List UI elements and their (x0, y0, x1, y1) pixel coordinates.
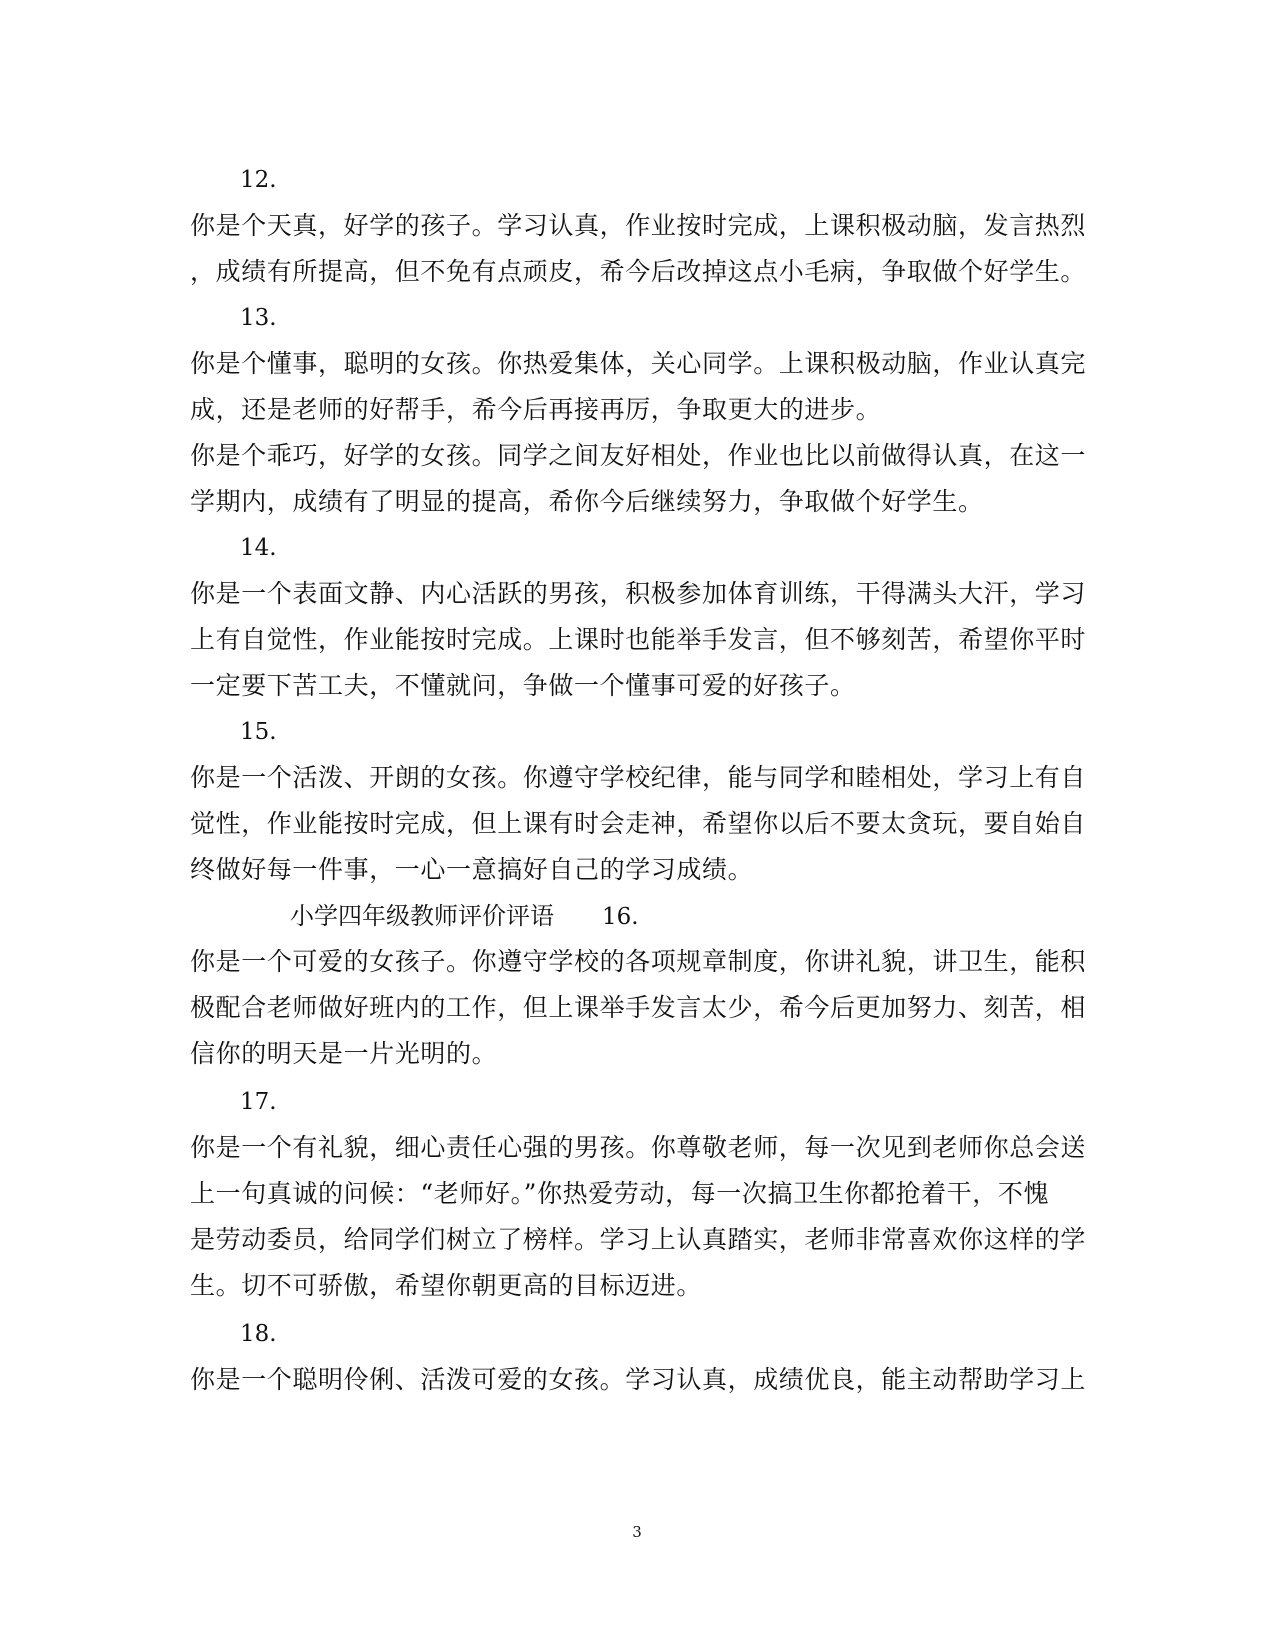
paragraph-line: 终做好每一件事，一心一意搞好自己的学习成绩。 (190, 855, 754, 884)
paragraph-line: 一定要下苦工夫，不懂就问，争做一个懂事可爱的好孩子。 (190, 671, 856, 700)
paragraph-line: 你是一个活泼、开朗的女孩。你遵守学校纪律，能与同学和睦相处，学习上有自 (190, 763, 1087, 792)
item-number-15: 15. (240, 719, 277, 745)
item-number-16: 16. (602, 904, 639, 930)
item-number-13: 13. (240, 305, 277, 331)
paragraph-line: 你是一个表面文静、内心活跃的男孩，积极参加体育训练，干得满头大汗，学习 (190, 579, 1087, 608)
item-number-18: 18. (240, 1321, 277, 1347)
section-heading-title: 小学四年级教师评价评语 (290, 902, 554, 930)
paragraph-line: 你是个懂事，聪明的女孩。你热爱集体，关心同学。上课积极动脑，作业认真完 (190, 349, 1087, 378)
section-heading (290, 892, 639, 940)
item-number-14: 14. (240, 535, 277, 561)
item-number-17: 17. (240, 1089, 277, 1115)
paragraph-line: 上有自觉性，作业能按时完成。上课时也能举手发言，但不够刻苦，希望你平时 (190, 625, 1087, 654)
paragraph-line: 是劳动委员，给同学们树立了榜样。学习上认真踏实，老师非常喜欢你这样的学 (190, 1225, 1087, 1254)
paragraph-line: 成，还是老师的好帮手，希今后再接再厉，争取更大的进步。 (190, 395, 882, 424)
paragraph-line: 你是一个聪明伶俐、活泼可爱的女孩。学习认真，成绩优良，能主动帮助学习上 (190, 1365, 1087, 1394)
paragraph-line: 上一句真诚的问候：“老师好。”你热爱劳动，每一次搞卫生你都抢着干，不愧 (190, 1179, 1050, 1208)
paragraph-line: 生。切不可骄傲，希望你朝更高的目标迈进。 (190, 1271, 703, 1300)
paragraph-line: 信你的明天是一片光明的。 (190, 1039, 498, 1068)
paragraph-line: 你是个天真，好学的孩子。学习认真，作业按时完成，上课积极动脑，发言热烈 (190, 211, 1087, 240)
paragraph-line: 觉性，作业能按时完成，但上课有时会走神，希望你以后不要太贪玩，要自始自 (190, 809, 1087, 838)
page-number: 3 (632, 1523, 642, 1541)
item-number-12: 12. (240, 167, 277, 193)
paragraph-line: 学期内，成绩有了明显的提高，希你今后继续努力，争取做个好学生。 (190, 487, 984, 516)
paragraph-line: 你是一个有礼貌，细心责任心强的男孩。你尊敬老师，每一次见到老师你总会送 (190, 1133, 1087, 1162)
paragraph-line: ，成绩有所提高，但不免有点顽皮，希今后改掉这点小毛病，争取做个好学生。 (190, 257, 1087, 286)
paragraph-line: 极配合老师做好班内的工作，但上课举手发言太少，希今后更加努力、刻苦，相 (190, 993, 1087, 1022)
paragraph-line: 你是一个可爱的女孩子。你遵守学校的各项规章制度，你讲礼貌，讲卫生，能积 (190, 947, 1087, 976)
paragraph-line: 你是个乖巧，好学的女孩。同学之间友好相处，作业也比以前做得认真，在这一 (190, 441, 1087, 470)
